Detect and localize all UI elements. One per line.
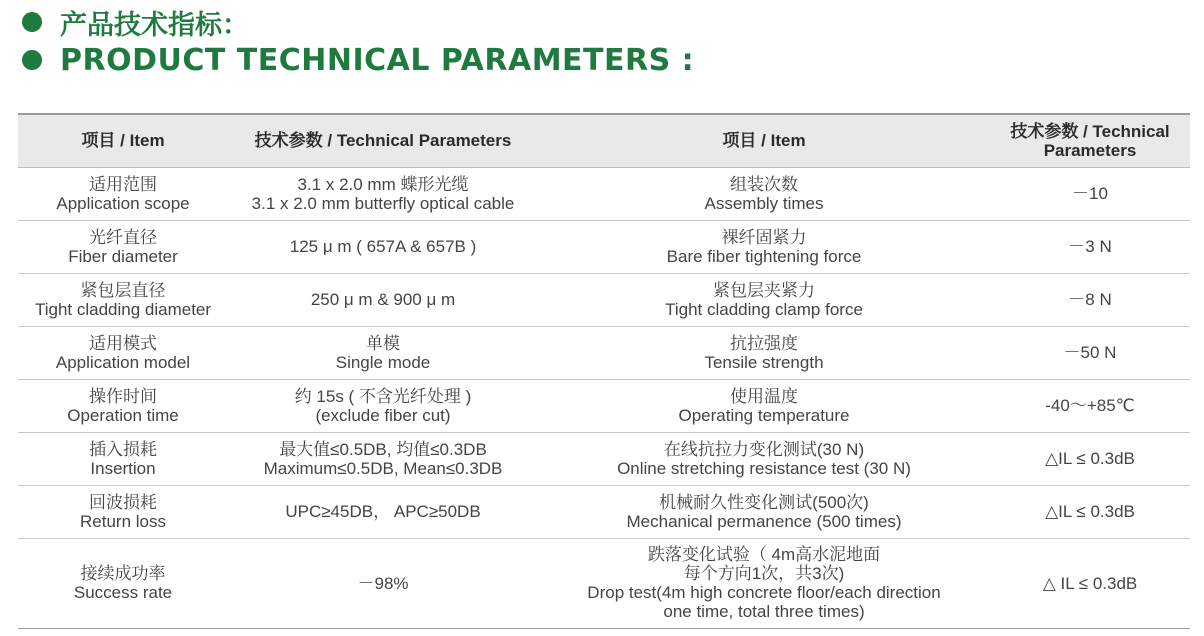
cell-text: －50 N [1063,343,1117,362]
bullet-dot-icon [22,12,42,32]
bullet-dot-icon [22,50,42,70]
item-cell [538,379,990,432]
item-cell [18,538,228,628]
heading-english-text: PRODUCT TECHNICAL PARAMETERS : [60,42,695,78]
cell-text: 单模 [366,333,400,353]
cell-text: Operation time [67,405,179,425]
cell-text: Assembly times [704,193,824,213]
cell-text: Application model [55,352,191,372]
cell-text: 在线抗拉力变化测试(30 N) [663,439,865,459]
item-cell [538,167,990,220]
cell-text: △IL ≤ 0.3dB [1045,502,1135,521]
parameter-cell [228,538,538,628]
cell-text: UPC≥45DB， APC≥50DB [285,502,481,521]
header-parameters-2-line1: 技术参数 / Technical [1010,121,1170,141]
header-parameters-1: 技术参数 / Technical Parameters [228,114,538,167]
table-row [18,220,1190,273]
cell-text: Return loss [80,511,166,531]
table-header-row [18,114,1190,167]
cell-text: 跌落变化试验（ 4m高水泥地面 [647,545,881,564]
parameter-cell [228,379,538,432]
header-parameters-2 [990,114,1190,167]
cell-text: 125 μ m ( 657A & 657B ) [289,237,477,256]
cell-text: 紧包层直径 [80,280,166,300]
cell-text: △IL ≤ 0.3dB [1045,449,1135,468]
heading-chinese [22,6,249,41]
parameter-cell [228,432,538,485]
cell-text: Insertion [90,458,156,478]
item-cell [18,167,228,220]
cell-text: 回波损耗 [89,492,157,512]
item-cell [538,432,990,485]
cell-text: 250 μ m & 900 μ m [310,290,456,309]
header-parameters-2-line2: Parameters [1043,140,1137,160]
cell-text: －8 N [1068,290,1112,309]
parameter-cell [990,220,1190,273]
cell-text: Single mode [335,352,431,372]
cell-text: －10 [1072,184,1108,203]
cell-text: Tight cladding diameter [34,299,212,319]
table-body [18,167,1190,628]
cell-text: 组装次数 [730,174,798,194]
parameter-cell [228,273,538,326]
cell-text: 裸纤固紧力 [721,227,807,247]
cell-text: 3.1 x 2.0 mm butterfly optical cable [251,193,515,213]
parameter-cell [990,485,1190,538]
cell-text: 操作时间 [89,386,157,406]
heading-english [22,42,694,78]
cell-text: (exclude fiber cut) [315,405,451,425]
heading-chinese-text: 产品技术指标： [60,9,249,41]
item-cell [538,220,990,273]
parameter-cell [990,432,1190,485]
cell-text: Mechanical permanence (500 times) [626,511,902,531]
table-row [18,326,1190,379]
cell-text: 紧包层夹紧力 [713,280,815,300]
cell-text: one time, total three times) [663,602,865,621]
item-cell [18,379,228,432]
cell-text: Maximum≤0.5DB, Mean≤0.3DB [263,458,503,478]
cell-text: －98% [357,573,409,593]
cell-text: 最大值≤0.5DB, 均值≤0.3DB [279,439,487,459]
item-cell [18,326,228,379]
cell-text: Application scope [56,193,190,213]
item-cell [538,538,990,628]
item-cell [538,485,990,538]
cell-text: -40～+85℃ [1045,396,1135,415]
table-row [18,167,1190,220]
cell-text: 适用模式 [89,333,157,353]
cell-text: Success rate [73,583,173,602]
parameter-cell [990,538,1190,628]
header-item-1: 项目 / Item [18,114,228,167]
cell-text: △ IL ≤ 0.3dB [1042,573,1138,593]
item-cell [18,485,228,538]
cell-text: Operating temperature [678,405,850,425]
parameters-table [18,113,1190,629]
parameter-cell [990,326,1190,379]
parameter-cell [990,379,1190,432]
cell-text: 使用温度 [730,386,798,406]
item-cell [538,273,990,326]
cell-text: Fiber diameter [68,246,178,266]
cell-text: 光纤直径 [89,227,157,247]
parameter-cell [228,485,538,538]
cell-text: －3 N [1068,237,1112,256]
cell-text: 插入损耗 [89,439,157,459]
table-row [18,432,1190,485]
table-row [18,379,1190,432]
parameter-cell [228,167,538,220]
item-cell [18,432,228,485]
header-item-2: 项目 / Item [538,114,990,167]
item-cell [18,220,228,273]
cell-text: 抗拉强度 [730,333,798,353]
cell-text: 机械耐久性变化测试(500次) [659,492,869,512]
cell-text: Tensile strength [704,352,824,372]
parameter-cell [228,220,538,273]
table-row [18,273,1190,326]
table-row [18,485,1190,538]
cell-text: Tight cladding clamp force [665,299,863,319]
cell-text: 约 15s ( 不含光纤处理 ) [294,386,472,406]
parameter-cell [990,273,1190,326]
cell-text: 3.1 x 2.0 mm 蝶形光缆 [297,174,469,194]
cell-text: 适用范围 [89,174,157,194]
cell-text: 每个方向1次，共3次) [683,564,845,583]
table-row [18,538,1190,628]
cell-text: Bare fiber tightening force [666,246,862,266]
parameter-cell [990,167,1190,220]
item-cell [538,326,990,379]
item-cell [18,273,228,326]
cell-text: 接续成功率 [80,564,166,583]
parameter-cell [228,326,538,379]
cell-text: Drop test(4m high concrete floor/each direction [587,583,941,602]
cell-text: Online stretching resistance test (30 N) [617,458,911,478]
